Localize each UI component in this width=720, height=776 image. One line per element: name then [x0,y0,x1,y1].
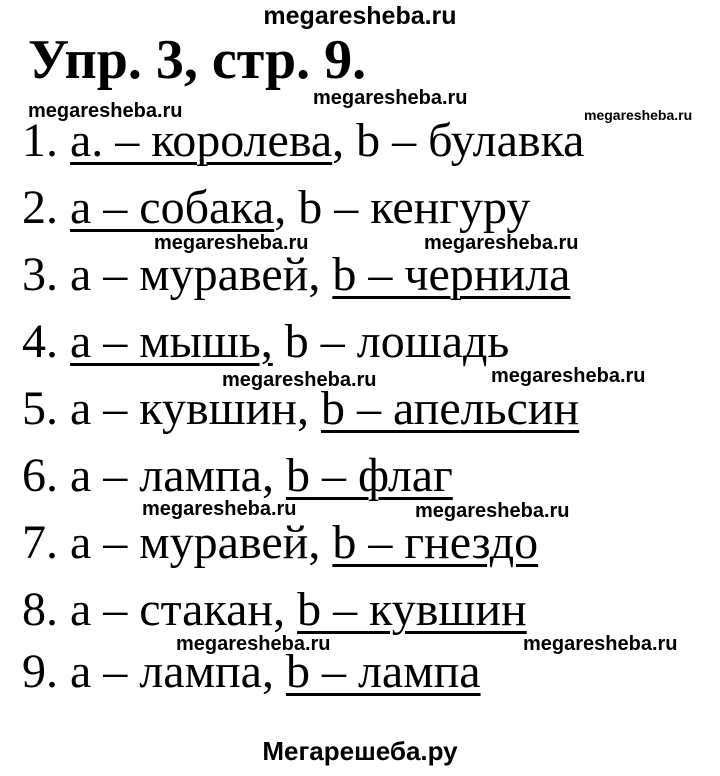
answer-number: 2. [22,181,70,234]
answer-number: 6. [22,449,70,502]
answer-row-4 [22,315,510,368]
answer-number: 7. [22,516,70,569]
answer-separator: , [308,248,333,301]
answer-a: a – собака [70,181,275,234]
answer-a: a – лампа [70,645,262,698]
answer-a: a – лампа [70,449,262,502]
answer-b: b – апельсин [320,382,580,435]
answer-row-3 [22,248,571,301]
answer-b: b – гнездо [332,516,539,569]
answer-separator [273,315,285,368]
answer-separator: , [261,449,286,502]
watermark-top: megaresheba.ru [263,2,457,30]
answer-number: 9. [22,645,70,698]
watermark: megaresheba.ru [313,87,468,109]
answer-row-7 [22,516,539,569]
answer-a: a – муравей [70,516,309,569]
answer-b: b – булавка [356,114,585,167]
answer-separator: , [296,382,321,435]
answer-b: b – кувшин [297,583,527,636]
answer-a: a – мышь, [70,315,273,368]
answer-number: 4. [22,315,70,368]
answer-number: 3. [22,248,70,301]
answer-a: a. – королева [70,114,333,167]
watermark: megaresheba.ru [415,500,570,522]
watermark: megaresheba.ru [424,232,579,254]
answer-separator: , [273,583,298,636]
watermark: megaresheba.ru [523,633,678,655]
answer-a: a – стакан [70,583,274,636]
watermark: megaresheba.ru [491,365,646,387]
answer-row-1 [22,114,585,167]
watermark: megaresheba.ru [222,369,377,391]
answer-b: b – чернила [332,248,571,301]
footer-site-name: Мегарешеба.ру [262,736,458,766]
answer-number: 8. [22,583,70,636]
watermark: megaresheba.ru [176,633,331,655]
answer-separator: , [261,645,286,698]
answer-row-8 [22,583,527,636]
answer-number: 5. [22,382,70,435]
answer-a: a – кувшин [70,382,297,435]
answer-b: b – кенгуру [298,181,531,234]
answer-row-5 [22,382,580,435]
answer-b: b – лошадь [284,315,510,368]
watermark: megaresheba.ru [584,107,693,123]
watermark: megaresheba.ru [154,232,309,254]
answer-number: 1. [22,114,70,167]
answer-a: a – муравей [70,248,309,301]
answer-row-9 [22,645,481,698]
answer-b: b – флаг [285,449,453,502]
watermark: megaresheba.ru [142,498,297,520]
answer-row-6 [22,449,453,502]
answer-separator: , [274,181,299,234]
answer-separator: , [308,516,333,569]
answer-separator: , [332,114,357,167]
watermark: megaresheba.ru [28,100,183,122]
answer-row-2 [22,181,531,234]
answer-b: b – лампа [285,645,481,698]
exercise-title: Упр. 3, стр. 9. [28,29,367,91]
